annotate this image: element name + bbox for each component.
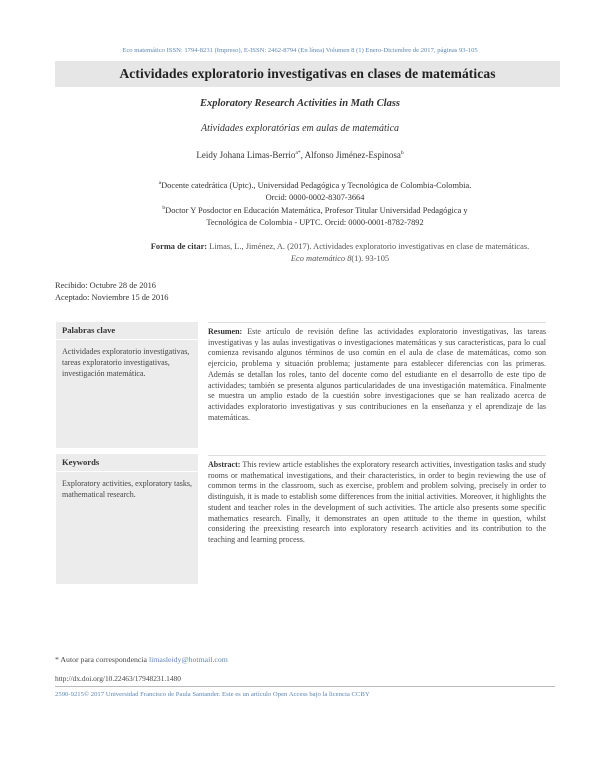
abstract-en: [208, 455, 546, 546]
affiliation-text: Docente catedrática (Uptc)., Universidad Pedagógica y Tecnológica de Colombia-Colombia. Orcid: 0000-0002-8307-3664: [161, 180, 472, 202]
author-separator: ,: [300, 150, 305, 160]
author-superscript: b: [400, 150, 404, 156]
received-date: Recibido: Octubre 28 de 2016: [55, 281, 156, 290]
keywords-text: Actividades exploratorio investigativas, tareas exploratorio investigativas, investigación matemática.: [62, 347, 190, 378]
abstract-text: This review article establishes the exploratory research activities, investigation tasks and study rooms or mathematical investigations, and their characteristics, in order to begin reviewing the use of common terms in the classroom, such as exercise, problem and problem solving, precisely in order to distinguish, it is made to establish some differences from the initial activities. Moreover, it highlights the student and teacher roles in the development of such activities. The article also presents some specific mathematics research. Finally, it demonstrates an open attitude to the theme in question, whilst considering the preexisting research into exploratory research activities and its contribution to the teaching and learning process.: [208, 460, 546, 544]
citation-label: Forma de citar:: [150, 242, 208, 251]
author-name: Alfonso Jiménez-Espinosa: [304, 150, 401, 160]
footer-divider: [55, 686, 555, 687]
correspondence-email-link[interactable]: limasleidy@hotmail.com: [148, 655, 228, 664]
accepted-date: Aceptado: Noviembre 15 de 2016: [55, 293, 169, 302]
abstract-text: Este artículo de revisión define las actividades exploratorio investigativas, las tareas investigativas y las aulas investigativas o investigaciones matemáticas y sus características, para lo cual comienza revisando algunos términos de uso común en el aula de clase de matemáticas, como son ejercicio, problema y situación problema; justamente para establecer diferencias con las primeras. Además se detallan los roles, tanto del docente como del estudiante en el desarrollo de este tipo de actividades; también se presenta algunos particularidades de una investigación matemática. Finalmente se muestra un amplio estado de la cuestión sobre investigaciones que se han realizado acerca de actividades exploratorio investigativas y sus contribuciones en la enseñanza y el aprendizaje de las matemáticas.: [208, 327, 546, 422]
doi-link[interactable]: http://dx.doi.org/10.22463/17948231.1480: [55, 674, 181, 683]
abstract-es: [208, 322, 546, 423]
author-line: [0, 150, 600, 160]
keywords-heading: Palabras clave: [56, 322, 198, 340]
citation-journal: Eco matemático 8: [290, 254, 352, 263]
keywords-text: Exploratory activities, exploratory tasks, mathematical research.: [62, 479, 192, 499]
abstract-label: Abstract:: [208, 460, 241, 469]
keywords-box-en: [56, 454, 198, 584]
correspondence-note: [55, 655, 228, 664]
english-title: Exploratory Research Activities in Math Class: [199, 98, 400, 109]
keywords-box-es: [56, 322, 198, 448]
title-band: [55, 61, 560, 87]
citation-issue: (1). 93-105: [351, 254, 390, 263]
abstract-label: Resumen:: [208, 327, 243, 336]
affiliation-marker: a: [158, 180, 162, 186]
author-name: Leidy Johana Limas-Berrio: [196, 150, 296, 160]
affiliation-marker: b: [162, 205, 166, 211]
article-title: Actividades exploratorio investigativas en clases de matemáticas: [119, 66, 496, 81]
keywords-heading: Keywords: [56, 454, 198, 472]
license-footer: 2590-9215© 2017 Universidad Francisco de Paula Santander. Este es un artículo Open Access bajo la licencia CCBY: [55, 691, 370, 698]
affiliation: [150, 177, 480, 204]
citation: [130, 241, 550, 265]
dates: [55, 280, 169, 304]
affiliation-text: Doctor Y Posdoctor en Educación Matemática, Profesor Titular Universidad Pedagógica y Tecnológica de Colombia - UPTC. Orcid: 0000-0001-8782-7892: [165, 205, 468, 227]
portuguese-title: Atividades exploratórias em aulas de matemática: [200, 123, 400, 134]
citation-text: Limas, L., Jiménez, A. (2017). Actividades exploratorio investigativas en clase de matemáticas.: [207, 242, 530, 251]
affiliation: [150, 202, 480, 229]
author-superscript: a*: [295, 150, 301, 156]
correspondence-label: * Autor para correspondencia: [55, 655, 149, 664]
journal-header: Eco matemático ISSN: 1794-8231 (Impreso), E-ISSN: 2462-8794 (En línea) Volumen 8 (1) Enero-Diciembre de 2017, páginas 93-105: [122, 47, 478, 54]
